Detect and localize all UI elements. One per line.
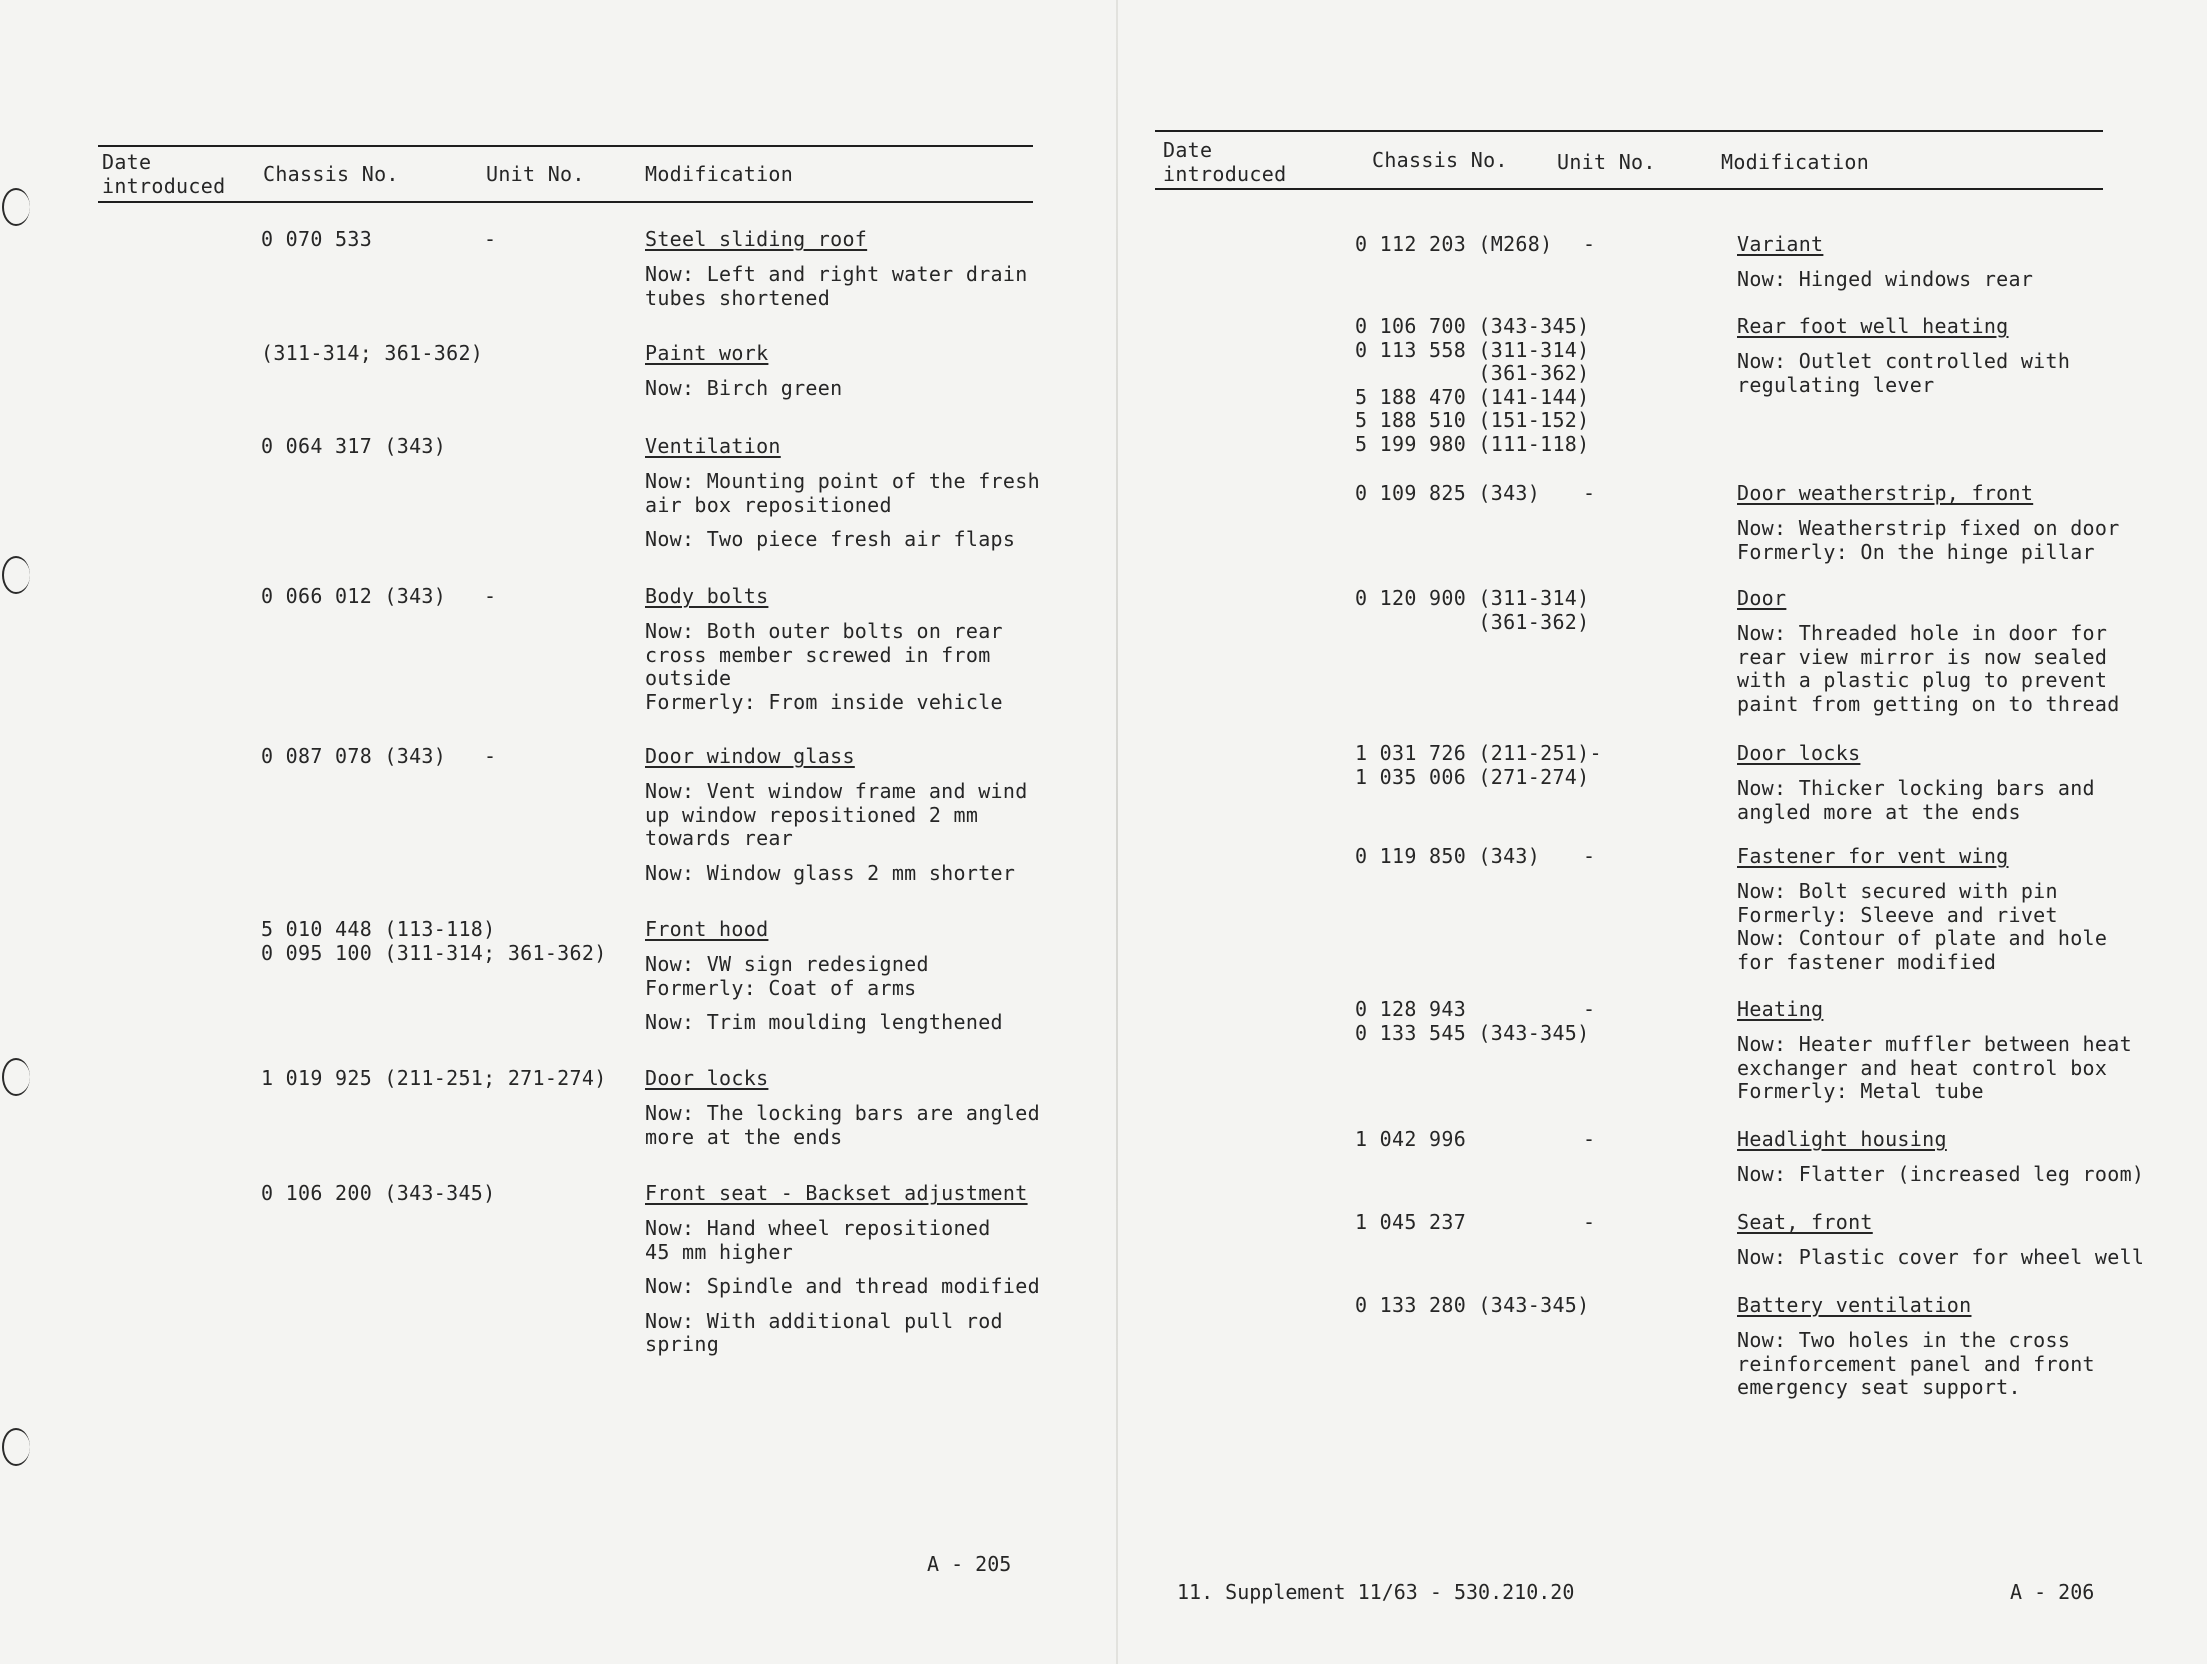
row-modification-note: Now: The locking bars are angled more at the ends <box>645 1101 1040 1149</box>
row-chassis: 0 120 900 (311-314) (361-362) <box>1355 586 1590 634</box>
row-modification-note: Now: Bolt secured with pin Formerly: Sleeve and rivet Now: Contour of plate and hole for fastener modified <box>1737 879 2108 974</box>
header-date: Date introduced <box>1163 138 1287 186</box>
row-modification-title: Battery ventilation <box>1737 1293 1972 1317</box>
row-modification-title: Fastener for vent wing <box>1737 844 2009 868</box>
row-modification-title: Front hood <box>645 917 769 941</box>
header-date: Date introduced <box>102 150 226 198</box>
row-unit: - <box>484 744 497 768</box>
row-modification-note: Now: Both outer bolts on rear cross member screwed in from outside Formerly: From inside vehicle <box>645 619 1003 714</box>
header-modification: Modification <box>1721 150 1870 174</box>
row-chassis: 0 087 078 (343) <box>261 744 447 768</box>
row-modification-title: Door locks <box>1737 741 1861 765</box>
row-modification-note: Now: Hand wheel repositioned 45 mm higher <box>645 1216 991 1264</box>
row-chassis: 1 031 726 (211-251)- 1 035 006 (271-274) <box>1355 741 1602 789</box>
row-unit: - <box>1583 232 1596 256</box>
table-header-rule <box>1155 188 2103 190</box>
page-number: A - 206 <box>2010 1580 2095 1604</box>
row-chassis: 0 119 850 (343) <box>1355 844 1541 868</box>
page-number: A - 205 <box>927 1552 1012 1576</box>
punch-hole-mark <box>2 1428 30 1466</box>
table-header-rule <box>98 201 1033 203</box>
row-modification-title: Front seat - Backset adjustment <box>645 1181 1028 1205</box>
header-chassis: Chassis No. <box>1372 148 1508 172</box>
row-modification-note: Now: Spindle and thread modified <box>645 1274 1040 1298</box>
row-modification-title: Seat, front <box>1737 1210 1873 1234</box>
row-chassis: 0 066 012 (343) <box>261 584 447 608</box>
row-unit: - <box>484 584 497 608</box>
row-modification-title: Door weatherstrip, front <box>1737 481 2034 505</box>
row-modification-note: Now: VW sign redesigned Formerly: Coat of arms <box>645 952 929 1000</box>
header-modification: Modification <box>645 162 794 186</box>
row-modification-note: Now: Weatherstrip fixed on door Formerly: On the hinge pillar <box>1737 516 2120 564</box>
row-modification-title: Ventilation <box>645 434 781 458</box>
row-modification-title: Door window glass <box>645 744 855 768</box>
header-unit: Unit No. <box>486 162 585 186</box>
row-chassis: 0 109 825 (343) <box>1355 481 1541 505</box>
row-modification-note: Now: Plastic cover for wheel well <box>1737 1245 2145 1269</box>
row-chassis: 5 010 448 (113-118) 0 095 100 (311-314; 361-362) <box>261 917 607 965</box>
row-modification-title: Door locks <box>645 1066 769 1090</box>
row-modification-note: Now: Vent window frame and wind up window repositioned 2 mm towards rear <box>645 779 1028 850</box>
row-modification-note: Now: With additional pull rod spring <box>645 1308 1003 1356</box>
row-modification-note: Now: Heater muffler between heat exchanger and heat control box Formerly: Metal tube <box>1737 1032 2132 1103</box>
row-modification-note: Now: Mounting point of the fresh air box repositioned <box>645 469 1040 517</box>
row-modification-note: Now: Thicker locking bars and angled more at the ends <box>1737 776 2095 824</box>
row-unit: - <box>484 227 497 251</box>
row-modification-title: Steel sliding roof <box>645 227 868 251</box>
punch-hole-mark <box>2 188 30 226</box>
row-modification-title: Body bolts <box>645 584 769 608</box>
row-modification-note: Now: Two holes in the cross reinforcement panel and front emergency seat support. <box>1737 1328 2095 1399</box>
row-modification-note: Now: Window glass 2 mm shorter <box>645 860 1016 885</box>
row-modification-title: Heating <box>1737 997 1824 1021</box>
row-modification-note: Now: Threaded hole in door for rear view mirror is now sealed with a plastic plug to prevent paint from getting on to thread <box>1737 621 2120 716</box>
row-chassis: 0 106 700 (343-345) 0 113 558 (311-314) (361-362) 5 188 470 (141-144) 5 188 510 (151-152) 5 199 980 (111-118) <box>1355 314 1590 456</box>
row-modification-note: Now: Left and right water drain tubes shortened <box>645 262 1028 310</box>
row-chassis: (311-314; 361-362) <box>261 341 484 365</box>
row-unit: - <box>1583 1127 1596 1151</box>
row-chassis: 0 128 943 0 133 545 (343-345) <box>1355 997 1590 1045</box>
row-chassis: 0 064 317 (343) <box>261 434 447 458</box>
header-chassis: Chassis No. <box>263 162 399 186</box>
table-top-rule <box>98 145 1033 147</box>
row-chassis: 1 019 925 (211-251; 271-274) <box>261 1066 607 1090</box>
row-unit: - <box>1583 844 1596 868</box>
row-modification-title: Headlight housing <box>1737 1127 1947 1151</box>
row-modification-title: Rear foot well heating <box>1737 314 2009 338</box>
row-modification-title: Variant <box>1737 232 1824 256</box>
row-unit: - <box>1583 1210 1596 1234</box>
row-modification-note: Now: Trim moulding lengthened <box>645 1010 1003 1034</box>
table-top-rule <box>1155 130 2103 132</box>
row-modification-note: Now: Two piece fresh air flaps <box>645 527 1016 551</box>
row-chassis: 0 133 280 (343-345) <box>1355 1293 1590 1317</box>
row-modification-title: Paint work <box>645 341 769 365</box>
row-chassis: 0 112 203 (M268) <box>1355 232 1553 256</box>
row-modification-title: Door <box>1737 586 1787 610</box>
punch-hole-mark <box>2 1058 30 1096</box>
header-unit: Unit No. <box>1557 150 1656 174</box>
punch-hole-mark <box>2 556 30 594</box>
supplement-note: 11. Supplement 11/63 - 530.210.20 <box>1177 1580 1575 1604</box>
row-modification-note: Now: Birch green <box>645 376 843 400</box>
row-chassis: 0 070 533 <box>261 227 373 251</box>
row-chassis: 1 045 237 <box>1355 1210 1467 1234</box>
row-modification-note: Now: Hinged windows rear <box>1737 267 2034 291</box>
row-chassis: 0 106 200 (343-345) <box>261 1181 496 1205</box>
row-chassis: 1 042 996 <box>1355 1127 1467 1151</box>
row-modification-note: Now: Outlet controlled with regulating lever <box>1737 349 2071 397</box>
page-gutter <box>1116 0 1118 1664</box>
row-modification-note: Now: Flatter (increased leg room) <box>1737 1162 2145 1186</box>
row-unit: - <box>1583 481 1596 505</box>
row-unit: - <box>1583 997 1596 1021</box>
